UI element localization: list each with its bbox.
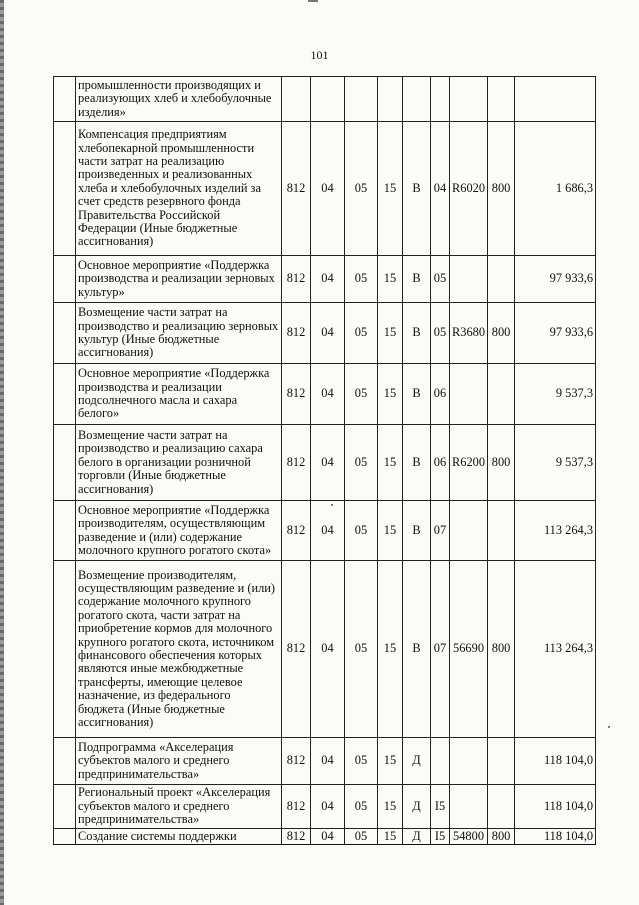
page-number: 101: [310, 48, 329, 62]
cell-name: [76, 785, 282, 829]
cell-subprogram: В: [403, 501, 431, 561]
cell-subsection: 05: [345, 256, 378, 303]
table-row: [54, 77, 596, 122]
cell-ministry: 812: [282, 829, 311, 845]
cell-amount: 9 537,3: [515, 364, 596, 425]
cell-direction: 56690: [450, 561, 488, 738]
cell-event: [431, 738, 450, 785]
table-row: [54, 785, 596, 829]
cell-direction: 54800: [450, 829, 488, 845]
cell-program: 15: [378, 364, 403, 425]
cell-amount: 1 686,3: [515, 122, 596, 256]
cell-subsection: 05: [345, 561, 378, 738]
cell-event: [431, 77, 450, 122]
cell-name-text: Компенсация предприятиям хлебопекарной промышленности части затрат на реализацию произведенных и реализованных хлеба и хлебобулочных изделий за счет средств резервного фонда Правительства Российской Федерации (Иные бюджетные ассигнования): [78, 127, 261, 249]
cell-name-text: Возмещение производителям, осуществляющим разведение и (или) содержание молочного крупного рогатого скота, части затрат на приобретение кормов для молочного крупного рогатого скота, источником финансового обеспечения которых являются иные межбюджетные трансферты, имеющие целевое назначение, из федерального бюджета (Иные бюджетные ассигнования): [78, 567, 276, 729]
cell-section: 04: [311, 303, 345, 364]
cell-expense-type: [488, 364, 515, 425]
cell-ministry: [282, 77, 311, 122]
cell-direction: R6200: [450, 425, 488, 501]
row-margin-cell: [54, 785, 76, 829]
cell-event: I5: [431, 785, 450, 829]
cell-ministry: 812: [282, 303, 311, 364]
cell-direction: R6020: [450, 122, 488, 256]
cell-ministry: 812: [282, 256, 311, 303]
table-row: [54, 303, 596, 364]
cell-direction: [450, 785, 488, 829]
row-margin-cell: [54, 829, 76, 845]
cell-expense-type: 800: [488, 829, 515, 845]
cell-direction: [450, 77, 488, 122]
cell-program: 15: [378, 785, 403, 829]
cell-event: 07: [431, 501, 450, 561]
cell-section: 04: [311, 256, 345, 303]
row-margin-cell: [54, 303, 76, 364]
cell-name: [76, 77, 282, 122]
cell-ministry: 812: [282, 501, 311, 561]
table-row: [54, 256, 596, 303]
cell-expense-type: [488, 738, 515, 785]
cell-event: 06: [431, 425, 450, 501]
cell-subsection: [345, 77, 378, 122]
cell-direction: [450, 738, 488, 785]
cell-section: [311, 77, 345, 122]
cell-name-text: Подпрограмма «Акселерация субъектов малого и среднего предпринимательства»: [78, 739, 234, 781]
cell-expense-type: 800: [488, 561, 515, 738]
cell-subprogram: В: [403, 425, 431, 501]
cell-section: 04: [311, 829, 345, 845]
table-row: [54, 425, 596, 501]
table-row: [54, 122, 596, 256]
cell-name: [76, 829, 282, 845]
cell-name: [76, 303, 282, 364]
cell-name: [76, 425, 282, 501]
cell-name: [76, 561, 282, 738]
cell-section: 04: [311, 364, 345, 425]
cell-subprogram: В: [403, 303, 431, 364]
cell-subsection: 05: [345, 303, 378, 364]
cell-subsection: 05: [345, 425, 378, 501]
cell-program: 15: [378, 425, 403, 501]
scan-speck: [331, 504, 333, 506]
cell-direction: [450, 364, 488, 425]
cell-subsection: 05: [345, 829, 378, 845]
row-margin-cell: [54, 77, 76, 122]
cell-event: 05: [431, 303, 450, 364]
scan-edge: [0, 0, 4, 905]
table-row: [54, 501, 596, 561]
cell-name: [76, 501, 282, 561]
cell-subprogram: [403, 77, 431, 122]
cell-expense-type: [488, 785, 515, 829]
budget-table: [53, 76, 596, 845]
cell-event: 04: [431, 122, 450, 256]
cell-subsection: 05: [345, 122, 378, 256]
cell-subsection: 05: [345, 364, 378, 425]
cell-program: [378, 77, 403, 122]
cell-ministry: 812: [282, 122, 311, 256]
cell-event: I5: [431, 829, 450, 845]
cell-subsection: 05: [345, 738, 378, 785]
cell-name: [76, 738, 282, 785]
cell-amount: 97 933,6: [515, 303, 596, 364]
cell-subprogram: В: [403, 561, 431, 738]
cell-event: 07: [431, 561, 450, 738]
table-body: [54, 77, 596, 845]
cell-name-text: промышленности производящих и реализующих хлеб и хлебобулочные изделия»: [78, 77, 272, 119]
cell-section: 04: [311, 425, 345, 501]
cell-subprogram: В: [403, 122, 431, 256]
cell-section: 04: [311, 501, 345, 561]
cell-direction: [450, 501, 488, 561]
table-row: [54, 561, 596, 738]
cell-expense-type: [488, 77, 515, 122]
cell-amount: 9 537,3: [515, 425, 596, 501]
cell-program: 15: [378, 303, 403, 364]
table-row: [54, 364, 596, 425]
cell-amount: 118 104,0: [515, 738, 596, 785]
row-margin-cell: [54, 501, 76, 561]
cell-name-text: Создание системы поддержки: [78, 829, 237, 843]
cell-amount: 113 264,3: [515, 561, 596, 738]
cell-ministry: 812: [282, 738, 311, 785]
cell-expense-type: 800: [488, 122, 515, 256]
row-margin-cell: [54, 425, 76, 501]
cell-section: 04: [311, 122, 345, 256]
cell-program: 15: [378, 829, 403, 845]
cell-subprogram: В: [403, 256, 431, 303]
cell-subprogram: В: [403, 364, 431, 425]
cell-ministry: 812: [282, 425, 311, 501]
cell-section: 04: [311, 785, 345, 829]
cell-event: 06: [431, 364, 450, 425]
cell-name-text: Основное мероприятие «Поддержка производства и реализации подсолнечного масла и сахара белого»: [78, 366, 270, 421]
cell-name-text: Возмещение части затрат на производство и реализацию сахара белого в организации розничной торговли (Иные бюджетные ассигнования): [78, 428, 263, 496]
cell-expense-type: 800: [488, 303, 515, 364]
cell-subprogram: Д: [403, 738, 431, 785]
cell-subsection: 05: [345, 785, 378, 829]
cell-amount: 118 104,0: [515, 785, 596, 829]
cell-name-text: Основное мероприятие «Поддержка производства и реализации зерновых культур»: [78, 257, 275, 299]
cell-direction: [450, 256, 488, 303]
cell-name: [76, 256, 282, 303]
cell-amount: 118 104,0: [515, 829, 596, 845]
scan-speck: [608, 726, 610, 728]
cell-expense-type: 800: [488, 425, 515, 501]
cell-subprogram: Д: [403, 785, 431, 829]
cell-direction: R3680: [450, 303, 488, 364]
cell-event: 05: [431, 256, 450, 303]
cell-ministry: 812: [282, 785, 311, 829]
cell-name: [76, 122, 282, 256]
row-margin-cell: [54, 122, 76, 256]
cell-expense-type: [488, 256, 515, 303]
cell-amount: [515, 77, 596, 122]
cell-ministry: 812: [282, 364, 311, 425]
row-margin-cell: [54, 364, 76, 425]
cell-name-text: Возмещение части затрат на производство и реализацию зерновых культур (Иные бюджетные ассигнования): [78, 305, 279, 360]
cell-program: 15: [378, 738, 403, 785]
cell-program: 15: [378, 561, 403, 738]
cell-amount: 113 264,3: [515, 501, 596, 561]
scan-mark: [308, 0, 318, 2]
cell-ministry: 812: [282, 561, 311, 738]
table-row: [54, 738, 596, 785]
cell-section: 04: [311, 561, 345, 738]
row-margin-cell: [54, 738, 76, 785]
cell-program: 15: [378, 122, 403, 256]
cell-expense-type: [488, 501, 515, 561]
cell-program: 15: [378, 501, 403, 561]
table-row: [54, 829, 596, 845]
row-margin-cell: [54, 256, 76, 303]
cell-section: 04: [311, 738, 345, 785]
cell-subprogram: Д: [403, 829, 431, 845]
cell-amount: 97 933,6: [515, 256, 596, 303]
cell-name: [76, 364, 282, 425]
cell-subsection: 05: [345, 501, 378, 561]
cell-name-text: Основное мероприятие «Поддержка производителям, осуществляющим разведение и (или) содержание молочного крупного рогатого скота»: [78, 502, 272, 557]
cell-name-text: Региональный проект «Акселерация субъектов малого и среднего предпринимательства»: [78, 785, 271, 827]
cell-program: 15: [378, 256, 403, 303]
row-margin-cell: [54, 561, 76, 738]
